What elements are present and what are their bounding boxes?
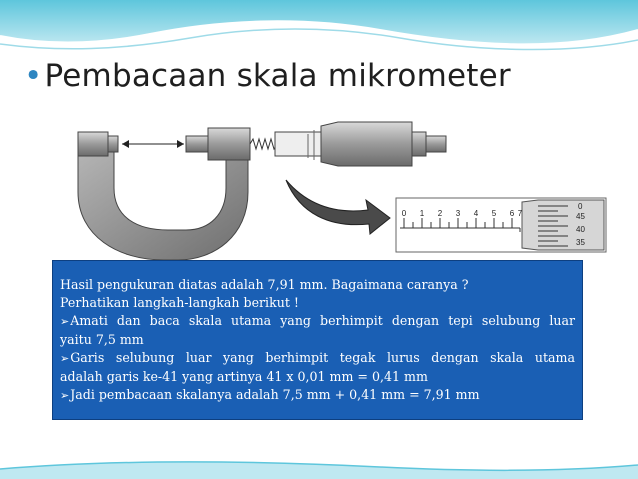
- main-scale-digit: 0: [401, 209, 407, 218]
- ratchet: [412, 132, 426, 156]
- thimble-label: 0: [578, 202, 583, 211]
- thimble-label: 45: [576, 212, 585, 221]
- explanation-box: [52, 260, 583, 420]
- main-scale-digit: 4: [473, 209, 479, 218]
- step-2-line-2: adalah garis ke-41 yang artinya 41 x 0,01 mm = 0,41 mm: [60, 369, 428, 384]
- main-scale-digit: 7: [517, 209, 523, 218]
- step-3-line: ➢Jadi pembacaan skalanya adalah 7,5 mm + 0,41 mm = 7,91 mm: [60, 387, 480, 402]
- thimble-label: 35: [576, 238, 585, 247]
- zoomed-thimble: [522, 200, 604, 250]
- result-line: Hasil pengukuran diatas adalah 7,91 mm. Bagaimana caranya ?: [60, 277, 469, 292]
- micrometer-illustration: [68, 118, 610, 268]
- step-1-line-1: ➢Amati dan baca skala utama yang berhimpit dengan tepi selubung luar: [60, 313, 575, 328]
- arrow-bullet-icon: ➢: [60, 389, 70, 402]
- main-scale-digit: 1: [419, 209, 425, 218]
- spindle: [186, 136, 208, 152]
- instruction-line: Perhatikan langkah-langkah berikut !: [60, 295, 299, 310]
- arrow-bullet-icon: ➢: [60, 315, 70, 328]
- title-text: Pembacaan skala mikrometer: [44, 58, 511, 94]
- main-scale-digit: 5: [491, 209, 497, 218]
- step-2-line-1: ➢Garis selubung luar yang berhimpit tegak lurus dengan skala utama: [60, 350, 575, 365]
- arrow-bullet-icon: ➢: [60, 352, 70, 365]
- slide-title: [24, 58, 511, 94]
- step-1-line-2: yaitu 7,5 mm: [60, 332, 144, 347]
- anvil: [78, 132, 108, 156]
- main-scale-digit: 2: [437, 209, 443, 218]
- thimble: [321, 122, 412, 166]
- main-scale-digit: 6: [509, 209, 515, 218]
- thimble-label: 40: [576, 225, 585, 234]
- footer-wave-decoration: [0, 457, 638, 479]
- main-scale-digit: 3: [455, 209, 461, 218]
- title-bullet: •: [24, 58, 43, 94]
